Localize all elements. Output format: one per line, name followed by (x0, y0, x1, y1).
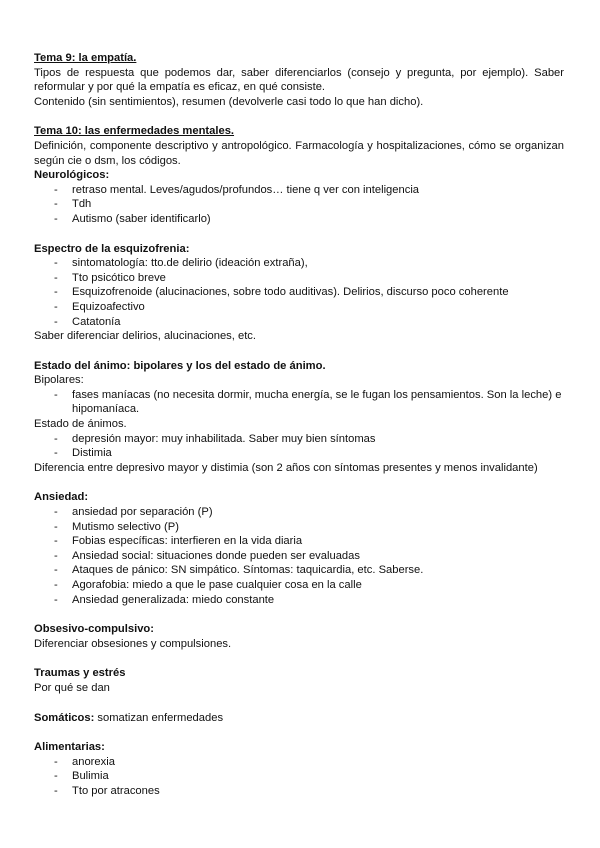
animo-heading: Estado del ánimo: bipolares y los del estado de ánimo. (34, 359, 326, 372)
list-item: - Tdh (34, 197, 564, 212)
esquizo-list (34, 256, 564, 329)
spacer (34, 344, 564, 359)
traumas-text: Por qué se dan (34, 681, 110, 694)
estado-label: Estado de ánimos. (34, 418, 127, 431)
list-item: - ansiedad por separación (P) (34, 505, 564, 520)
alimentarias-list (34, 755, 564, 799)
list-item: - Ansiedad social: situaciones donde pueden ser evaluadas (34, 549, 564, 564)
list-item: - retraso mental. Leves/agudos/profundos… tiene q ver con inteligencia (34, 183, 564, 198)
list-item: - Ansiedad generalizada: miedo constante (34, 593, 564, 608)
neuro-heading: Neurológicos: (34, 169, 110, 182)
tema9-title: Tema 9: la empatía. (34, 52, 137, 64)
ansiedad-heading: Ansiedad: (34, 491, 89, 504)
list-item: - fases maníacas (no necesita dormir, mucha energía, se le fugan los pensamientos. Son la leche) e hipomaníaca. (34, 388, 564, 417)
neuro-list (34, 183, 564, 227)
spacer (34, 607, 564, 622)
list-item: - Distimia (34, 446, 564, 461)
list-item: - Esquizofrenoide (alucinaciones, sobre todo auditivas). Delirios, discurso poco coherente (34, 285, 564, 300)
tema9-paragraph-2: Contenido (sin sentimientos), resumen (devolverle casi todo lo que han dicho). (34, 95, 424, 108)
list-item: - Equizoafectivo (34, 300, 564, 315)
tema9-paragraph: Tipos de respuesta que podemos dar, saber diferenciarlos (consejo y pregunta, por ejemplo). Saber reformular y por qué la empatía es eficaz, en qué consiste. (34, 66, 564, 94)
spacer (34, 696, 564, 711)
spacer (34, 651, 564, 666)
list-item: - Agorafobia: miedo a que le pase cualquier cosa en la calle (34, 578, 564, 593)
somaticos-heading: Somáticos: (34, 711, 95, 724)
bipolares-label: Bipolares: (34, 374, 84, 387)
spacer (34, 109, 564, 124)
spacer (34, 227, 564, 242)
somaticos-line (34, 711, 564, 726)
animo-diferencia: Diferencia entre depresivo mayor y distimia (son 2 años con síntomas presentes y menos invalidante) (34, 461, 538, 474)
list-item: - sintomatología: tto.de delirio (ideación extraña), (34, 256, 564, 271)
traumas-heading: Traumas y estrés (34, 667, 126, 680)
list-item: - Autismo (saber identificarlo) (34, 212, 564, 227)
list-item: - Fobias específicas: interfieren en la vida diaria (34, 534, 564, 549)
estado-list (34, 432, 564, 461)
list-item: - Mutismo selectivo (P) (34, 520, 564, 535)
alimentarias-heading: Alimentarias: (34, 741, 105, 754)
obsesivo-heading: Obsesivo-compulsivo: (34, 623, 154, 636)
list-item: - anorexia (34, 755, 564, 770)
list-item: - Tto por atracones (34, 784, 564, 799)
document-page (34, 51, 564, 799)
tema10-title: Tema 10: las enfermedades mentales. (34, 125, 235, 138)
somaticos-text: somatizan enfermedades (94, 711, 224, 724)
tema10-paragraph: Definición, componente descriptivo y antropológico. Farmacología y hospitalizaciones, cómo se organizan según cie o dsm, los códigos. (34, 139, 564, 167)
spacer (34, 475, 564, 490)
list-item: - depresión mayor: muy inhabilitada. Saber muy bien síntomas (34, 432, 564, 447)
ansiedad-list (34, 505, 564, 607)
obsesivo-text: Diferenciar obsesiones y compulsiones. (34, 637, 232, 650)
esquizo-note: Saber diferenciar delirios, alucinaciones, etc. (34, 330, 257, 343)
esquizo-heading: Espectro de la esquizofrenia: (34, 242, 190, 255)
list-item: - Bulimia (34, 769, 564, 784)
bipolares-list (34, 388, 564, 417)
spacer (34, 725, 564, 740)
list-item: - Ataques de pánico: SN simpático. Síntomas: taquicardia, etc. Saberse. (34, 563, 564, 578)
list-item: - Tto psicótico breve (34, 271, 564, 286)
list-item: - Catatonía (34, 315, 564, 330)
